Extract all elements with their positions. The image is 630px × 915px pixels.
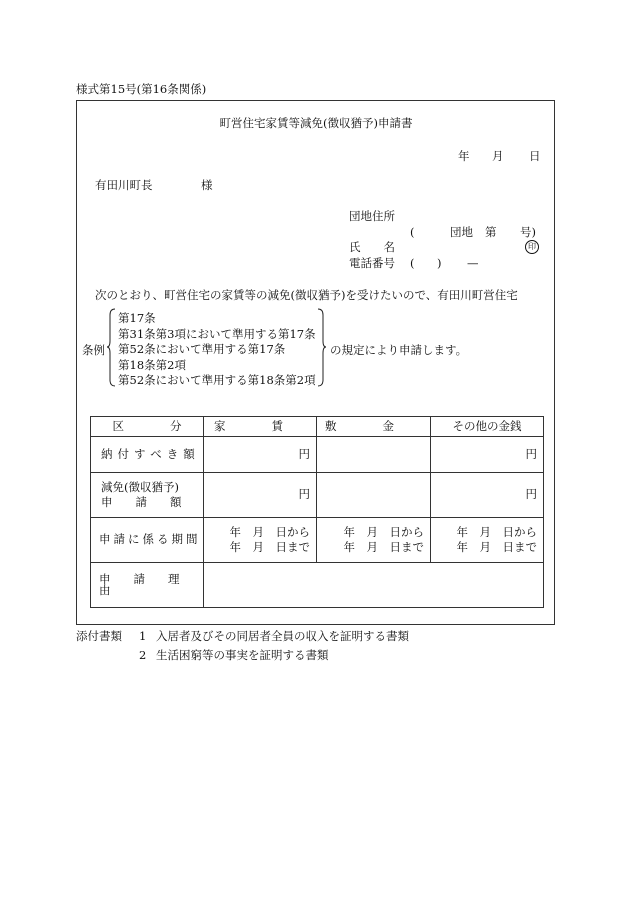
cell-period-rent[interactable] xyxy=(204,518,317,563)
header-other xyxy=(431,417,544,437)
table-row-period xyxy=(91,518,544,563)
table-header-row xyxy=(91,417,544,437)
period-range xyxy=(431,525,543,555)
label-payable xyxy=(91,437,204,473)
cell-reason[interactable] xyxy=(204,563,544,608)
phone-label: 電話番号 xyxy=(349,256,395,270)
label-requested xyxy=(91,473,204,518)
label-requested-line1: 減免(徴収猶予) xyxy=(101,480,179,494)
cell-period-other[interactable] xyxy=(431,518,544,563)
period-range xyxy=(204,525,316,555)
period-to: 年 月 日まで xyxy=(343,540,424,554)
header-rent xyxy=(204,417,317,437)
request-body-text: 次のとおり、町営住宅の家賃等の減免(徴収猶予)を受けたいので、有田川町営住宅 xyxy=(95,288,518,302)
period-from: 年 月 日から xyxy=(456,525,537,539)
period-to: 年 月 日まで xyxy=(456,540,537,554)
date-day[interactable]: 日 xyxy=(529,149,541,163)
header-category xyxy=(91,417,204,437)
article-option[interactable]: 第18条第2項 xyxy=(118,358,186,372)
attachment-number: 1 xyxy=(139,629,147,643)
header-other-text: その他の金銭 xyxy=(452,418,522,433)
label-reason-text: 申 請 理 由 xyxy=(99,571,203,597)
label-period xyxy=(91,518,204,563)
danchi-label: 団地 xyxy=(450,225,473,239)
table-row-payable xyxy=(91,437,544,473)
header-deposit xyxy=(317,417,431,437)
form-number: 様式第15号(第16条関係) xyxy=(76,82,207,96)
period-from: 年 月 日から xyxy=(229,525,310,539)
addressee-honorific: 様 xyxy=(201,178,213,192)
right-brace xyxy=(318,309,326,386)
period-to: 年 月 日まで xyxy=(229,540,310,554)
header-category-text: 区 分 xyxy=(112,418,182,433)
article-suffix: の規定により申請します。 xyxy=(330,343,468,357)
form-title-text: 町営住宅家賃等減免(徴収猶予)申請書 xyxy=(219,116,413,130)
period-from: 年 月 日から xyxy=(343,525,424,539)
form-title xyxy=(0,118,630,130)
left-brace xyxy=(107,309,115,386)
attachment-number: 2 xyxy=(139,648,147,662)
header-rent-text: 家 賃 xyxy=(214,418,283,433)
label-payable-text: 納付すべき額 xyxy=(101,446,200,461)
cell-requested-other[interactable] xyxy=(431,473,544,518)
go-label: 号) xyxy=(520,225,536,239)
unit-yen: 円 xyxy=(525,446,537,461)
date-month[interactable]: 月 xyxy=(492,149,504,163)
table-row-reason xyxy=(91,563,544,608)
period-range xyxy=(317,525,430,555)
unit-yen: 円 xyxy=(298,446,310,461)
room-open-paren: ( xyxy=(410,225,415,239)
article-option[interactable]: 第31条第3項において準用する第17条 xyxy=(118,327,316,341)
ordinance-label: 条例 xyxy=(82,343,105,357)
seal-icon: 印 xyxy=(525,240,539,254)
cell-payable-other[interactable] xyxy=(431,437,544,473)
table-row-requested xyxy=(91,473,544,518)
attachment-text: 生活困窮等の事実を証明する書類 xyxy=(156,648,329,662)
attachments-heading: 添付書類 xyxy=(76,629,122,643)
cell-payable-rent[interactable] xyxy=(204,437,317,473)
cell-period-deposit[interactable] xyxy=(317,518,431,563)
unit-yen: 円 xyxy=(525,487,537,502)
date-year[interactable]: 年 xyxy=(458,149,470,163)
address-label: 団地住所 xyxy=(349,209,395,223)
unit-yen: 円 xyxy=(298,487,310,502)
amount-table xyxy=(90,416,544,608)
article-option[interactable]: 第52条において準用する第18条第2項 xyxy=(118,373,316,387)
label-reason xyxy=(91,563,204,608)
attachment-text: 入居者及びその同居者全員の収入を証明する書類 xyxy=(156,629,409,643)
label-requested-text xyxy=(91,480,203,510)
phone-close-paren: ) xyxy=(437,256,442,270)
article-option[interactable]: 第52条において準用する第17条 xyxy=(118,342,286,356)
cell-requested-rent[interactable] xyxy=(204,473,317,518)
name-label: 氏 名 xyxy=(349,240,395,254)
phone-dash: — xyxy=(467,256,479,270)
addressee-name: 有田川町長 xyxy=(95,178,153,192)
phone-open-paren: ( xyxy=(410,256,415,270)
dai-label: 第 xyxy=(485,225,497,239)
label-period-text: 申請に係る期間 xyxy=(99,532,201,547)
cell-payable-deposit[interactable] xyxy=(317,437,431,473)
cell-requested-deposit[interactable] xyxy=(317,473,431,518)
header-deposit-text: 敷 金 xyxy=(325,418,394,433)
article-option[interactable]: 第17条 xyxy=(118,311,156,325)
seal-mark xyxy=(525,240,539,254)
label-requested-line2: 申 請 額 xyxy=(101,495,182,509)
